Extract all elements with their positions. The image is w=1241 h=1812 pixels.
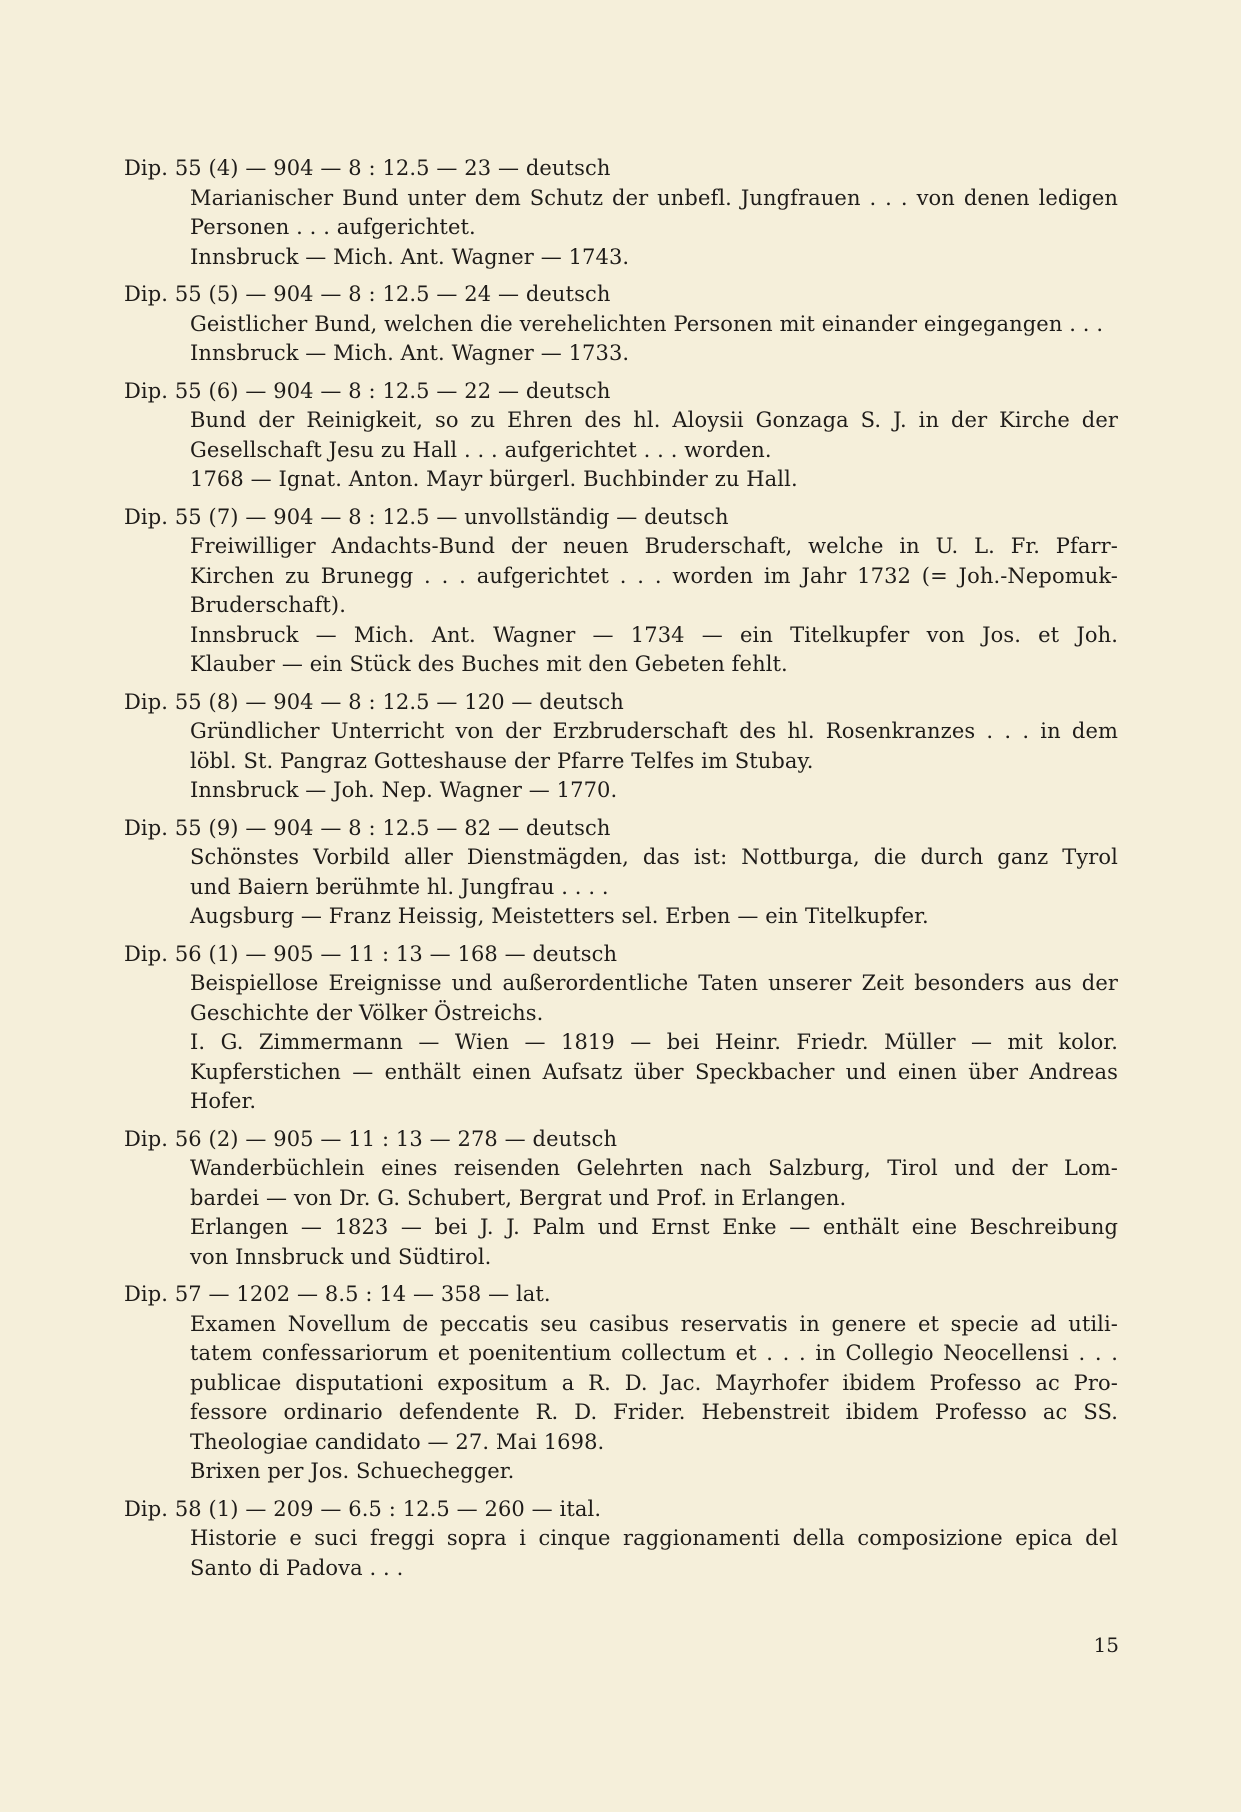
- entry-line: Brixen per Jos. Schuechegger.: [190, 1459, 515, 1483]
- entry-shelfmark: Dip. 55 (9) — 904 — 8 : 12.5 — 82 — deutsch: [124, 815, 611, 840]
- entry-line: Wanderbüchlein eines reisenden Gelehrten nach Salzburg, Tirol und der Lom-: [190, 1156, 1118, 1180]
- entry-description: [124, 310, 1118, 369]
- entry-line: Kupferstichen — enthält einen Aufsatz über Speckbacher und einen über Andreas: [190, 1059, 1118, 1084]
- entry-line: Freiwilliger Andachts-Bund der neuen Bruderschaft, welche in U. L. Fr. Pfarr-: [190, 534, 1118, 558]
- entry-shelfmark: Dip. 55 (5) — 904 — 8 : 12.5 — 24 — deutsch: [124, 282, 611, 306]
- entry-line: Marianischer Bund unter dem Schutz der unbefl. Jungfrauen . . . von denen ledigen: [190, 185, 1118, 210]
- entry-line: Erlangen — 1823 — bei J. J. Palm und Ernst Enke — enthält eine Beschreibung: [190, 1215, 1118, 1239]
- entry-description: [124, 184, 1118, 273]
- entry-line: Gründlicher Unterricht von der Erzbruderschaft des hl. Rosenkranzes . . . in dem: [190, 719, 1118, 743]
- entry-description: [124, 1154, 1118, 1272]
- entry-description: [124, 406, 1118, 495]
- entry-shelfmark: Dip. 55 (4) — 904 — 8 : 12.5 — 23 — deutsch: [124, 156, 611, 180]
- entry-line: Theologiae candidato — 27. Mai 1698.: [190, 1429, 605, 1454]
- entry-line: Hofer.: [190, 1089, 257, 1113]
- entry-line: Innsbruck — Joh. Nep. Wagner — 1770.: [190, 778, 618, 802]
- catalog-entries: [124, 154, 1118, 1591]
- entry-line: Historie e suci freggi sopra i cinque raggionamenti della composizione epica del: [190, 1526, 1118, 1550]
- entry-line: von Innsbruck und Südtirol.: [190, 1244, 492, 1269]
- entry-line: Bruderschaft).: [190, 593, 346, 617]
- entry-shelfmark: Dip. 55 (6) — 904 — 8 : 12.5 — 22 — deutsch: [124, 378, 611, 403]
- entry-description: [124, 969, 1118, 1117]
- entry-line: Geschichte der Völker Östreichs.: [190, 1000, 544, 1025]
- catalog-entry: [124, 688, 1118, 806]
- entry-line: Klauber — ein Stück des Buches mit den Gebeten fehlt.: [190, 652, 788, 676]
- entry-line: Innsbruck — Mich. Ant. Wagner — 1743.: [190, 244, 630, 269]
- entry-line: bardei — von Dr. G. Schubert, Bergrat und Prof. in Erlangen.: [190, 1185, 847, 1210]
- entry-shelfmark: Dip. 56 (1) — 905 — 11 : 13 — 168 — deutsch: [124, 941, 618, 966]
- entry-line: Innsbruck — Mich. Ant. Wagner — 1733.: [190, 341, 630, 365]
- entry-line: Examen Novellum de peccatis seu casibus reservatis in genere et specie ad utili-: [190, 1311, 1118, 1336]
- catalog-entry: [124, 1125, 1118, 1273]
- entry-description: [124, 1524, 1118, 1583]
- entry-line: Kirchen zu Brunegg . . . aufgerichtet . . . worden im Jahr 1732 (= Joh.-Nepomuk-: [190, 563, 1118, 588]
- entry-line: Innsbruck — Mich. Ant. Wagner — 1734 — ein Titelkupfer von Jos. et Joh.: [190, 622, 1118, 647]
- entry-description: [124, 532, 1118, 680]
- catalog-entry: [124, 154, 1118, 272]
- entry-line: Schönstes Vorbild aller Dienstmägden, das ist: Nottburga, die durch ganz Tyrol: [190, 845, 1118, 869]
- catalog-entry: [124, 1280, 1118, 1487]
- page-number: 15: [1093, 1633, 1119, 1657]
- entry-line: Santo di Padova . . .: [190, 1555, 404, 1580]
- entry-line: Gesellschaft Jesu zu Hall . . . aufgerichtet . . . worden.: [190, 437, 772, 462]
- entry-line: tatem confessariorum et poenitentium collectum et . . . in Collegio Neocellensi . . .: [190, 1341, 1118, 1365]
- entry-description: [124, 1310, 1118, 1487]
- entry-line: löbl. St. Pangraz Gotteshause der Pfarre Telfes im Stubay.: [190, 748, 814, 773]
- entry-line: Geistlicher Bund, welchen die verehelichten Personen mit einander eingegangen . . .: [190, 311, 1104, 336]
- catalog-entry: [124, 503, 1118, 680]
- entry-line: fessore ordinario defendente R. D. Frider. Hebenstreit ibidem Professo ac SS.: [190, 1400, 1118, 1424]
- entry-line: und Baiern berühmte hl. Jungfrau . . . .: [190, 874, 609, 899]
- entry-shelfmark: Dip. 57 — 1202 — 8.5 : 14 — 358 — lat.: [124, 1282, 551, 1306]
- entry-line: Personen . . . aufgerichtet.: [190, 215, 476, 239]
- entry-line: 1768 — Ignat. Anton. Mayr bürgerl. Buchbinder zu Hall.: [190, 467, 798, 491]
- entry-shelfmark: Dip. 56 (2) — 905 — 11 : 13 — 278 — deutsch: [124, 1126, 618, 1151]
- entry-line: publicae disputationi expositum a R. D. Jac. Mayrhofer ibidem Professo ac Pro-: [190, 1370, 1118, 1395]
- catalog-entry: [124, 814, 1118, 932]
- entry-description: [124, 717, 1118, 806]
- entry-line: Augsburg — Franz Heissig, Meistetters sel. Erben — ein Titelkupfer.: [190, 904, 929, 928]
- catalog-entry: [124, 280, 1118, 369]
- catalog-entry: [124, 940, 1118, 1117]
- catalog-entry: [124, 377, 1118, 495]
- entry-shelfmark: Dip. 55 (8) — 904 — 8 : 12.5 — 120 — deutsch: [124, 689, 624, 714]
- entry-line: Bund der Reinigkeit, so zu Ehren des hl. Aloysii Gonzaga S. J. in der Kirche der: [190, 408, 1118, 432]
- catalog-entry: [124, 1495, 1118, 1584]
- entry-shelfmark: Dip. 58 (1) — 209 — 6.5 : 12.5 — 260 — ital.: [124, 1496, 602, 1521]
- entry-shelfmark: Dip. 55 (7) — 904 — 8 : 12.5 — unvollständig — deutsch: [124, 504, 729, 529]
- entry-line: Beispiellose Ereignisse und außerordentliche Taten unserer Zeit besonders aus der: [190, 971, 1118, 995]
- entry-description: [124, 843, 1118, 932]
- entry-line: I. G. Zimmermann — Wien — 1819 — bei Heinr. Friedr. Müller — mit kolor.: [190, 1030, 1118, 1054]
